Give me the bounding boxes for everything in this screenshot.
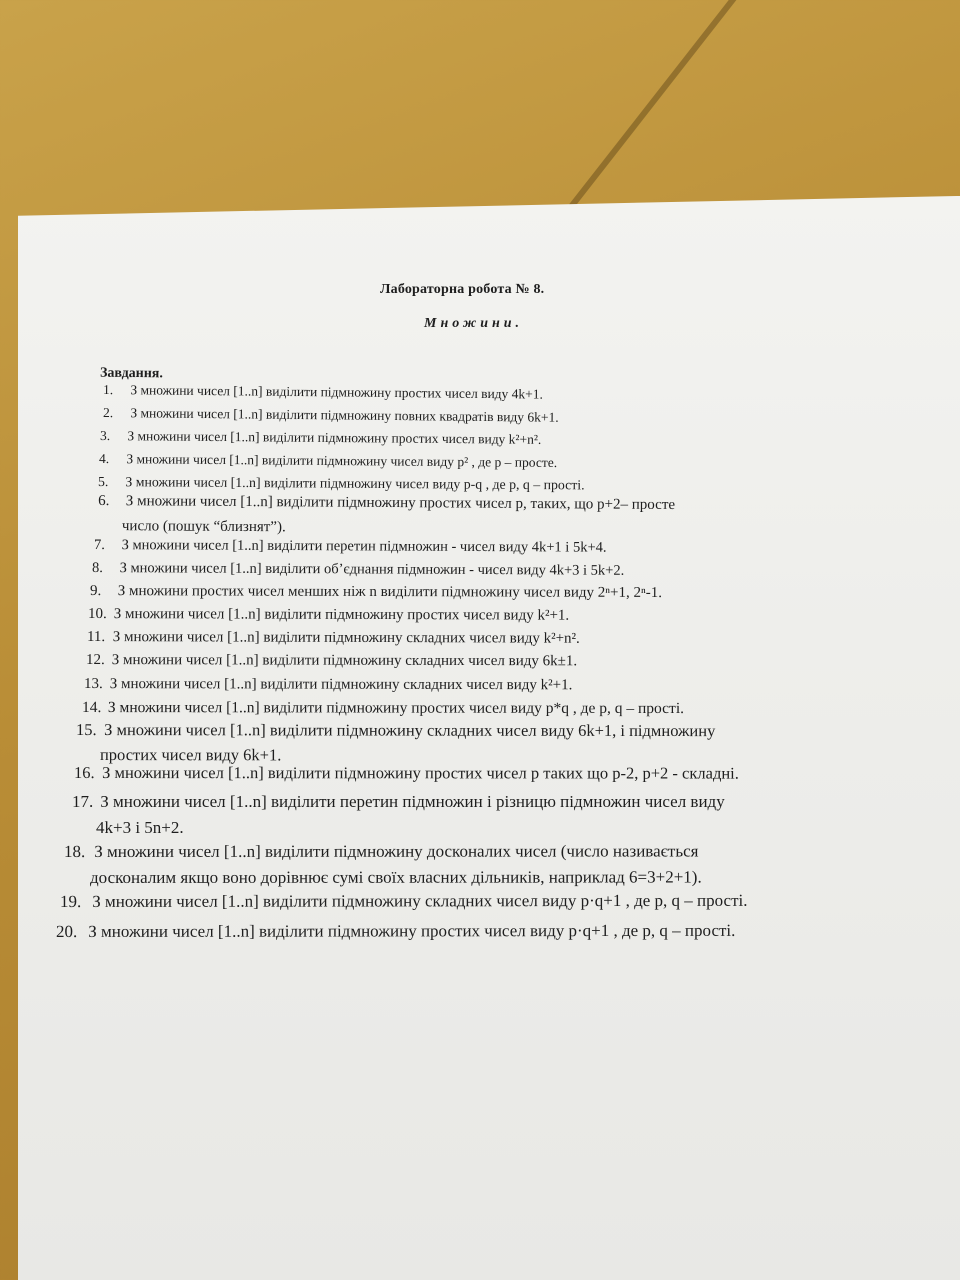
task-number: 14. bbox=[81, 699, 102, 717]
task-text: З множини чисел [1..n] виділити підмножину складних чисел виду p·q+1 , де p, q – прості. bbox=[92, 890, 748, 911]
task-item bbox=[90, 583, 662, 602]
task-number: 11. bbox=[86, 629, 106, 646]
task-number: 18. bbox=[63, 841, 86, 861]
task-text: З множини чисел [1..n] виділити підмножину складних чисел виду k²+1. bbox=[109, 676, 573, 694]
task-item bbox=[82, 699, 684, 718]
task-number: 5. bbox=[97, 474, 109, 490]
task-number: 17. bbox=[72, 792, 94, 811]
task-number: 13. bbox=[83, 676, 103, 693]
task-item bbox=[88, 606, 569, 625]
document-subtitle: Множини. bbox=[424, 316, 524, 331]
task-text-continuation: простих чисел виду 6k+1. bbox=[99, 745, 282, 765]
task-item bbox=[84, 676, 572, 694]
task-item bbox=[103, 405, 559, 426]
task-number: 15. bbox=[76, 720, 97, 740]
task-text: З множини чисел [1..n] виділити підмножину складних чисел виду 6k±1. bbox=[111, 652, 578, 670]
task-item bbox=[86, 652, 577, 670]
task-item bbox=[72, 789, 725, 841]
task-text: З множини чисел [1..n] виділити перетин підмножин і різницю підмножин чисел виду bbox=[100, 792, 725, 811]
tasks-header: Завдання. bbox=[99, 365, 163, 382]
task-number: 6. bbox=[98, 493, 110, 510]
task-text: З множини чисел [1..n] виділити підмножину повних квадратів виду 6k+1. bbox=[130, 405, 559, 425]
task-number: 1. bbox=[102, 382, 114, 398]
task-text: З множини чисел [1..n] виділити підмножину простих чисел виду 4k+1. bbox=[130, 382, 544, 402]
task-number: 4. bbox=[98, 451, 110, 467]
task-item bbox=[60, 891, 748, 912]
task-item bbox=[76, 717, 715, 768]
task-text: З множини чисел [1..n] виділити підмножину досконалих чисел (число називається bbox=[94, 841, 699, 861]
task-text: З множини чисел [1..n] виділити підмножину простих чисел виду k²+1. bbox=[113, 606, 570, 624]
task-item bbox=[99, 451, 557, 471]
task-text: З множини чисел [1..n] виділити підмножину простих чисел виду p*q , де p, q – прості. bbox=[107, 699, 685, 718]
task-text: З множини чисел [1..n] виділити перетин підмножин - чисел виду 4k+1 і 5k+4. bbox=[121, 537, 607, 556]
task-item bbox=[98, 489, 675, 543]
task-item bbox=[87, 629, 580, 648]
task-text: З множини простих чисел менших ніж n виділити підмножину чисел виду 2ⁿ+1, 2ⁿ-1. bbox=[117, 583, 662, 601]
task-text-continuation: 4k+3 і 5n+2. bbox=[96, 818, 184, 837]
task-text-continuation: досконалим якщо воно дорівнює сумі своїх власних дільників, наприклад 6=3+2+1). bbox=[90, 867, 702, 887]
task-text: З множини чисел [1..n] виділити підмножину простих чисел виду p·q+1 , де p, q – прості. bbox=[88, 920, 736, 941]
task-number: 2. bbox=[102, 405, 114, 421]
task-text: З множини чисел [1..n] виділити підмножину чисел виду p-q , де p, q – прості. bbox=[125, 474, 585, 493]
task-text: З множини чисел [1..n] виділити підмножину складних чисел виду 6k+1, і підмножину bbox=[104, 720, 716, 741]
task-text: З множини чисел [1..n] виділити підмножину складних чисел виду k²+n². bbox=[112, 629, 580, 647]
task-number: 20. bbox=[55, 921, 78, 941]
task-number: 12. bbox=[85, 652, 105, 669]
task-number: 8. bbox=[91, 560, 103, 577]
task-number: 16. bbox=[73, 763, 95, 783]
task-text: З множини чисел [1..n] виділити підмножину чисел виду p² , де p – просте. bbox=[126, 451, 558, 470]
task-text: З множини чисел [1..n] виділити підмножину простих чисел p таких що p-2, p+2 - складні. bbox=[102, 763, 739, 783]
task-text-continuation: число (пошук “близнят”). bbox=[121, 518, 286, 536]
task-item bbox=[64, 838, 702, 891]
task-item bbox=[94, 537, 607, 557]
task-number: 19. bbox=[59, 891, 82, 911]
task-text: З множини чисел [1..n] виділити об’єднання підмножин - чисел виду 4k+3 і 5k+2. bbox=[119, 560, 625, 579]
task-number: 7. bbox=[93, 537, 105, 554]
task-text: З множини чисел [1..n] виділити підмножину простих чисел p, таких, що p+2– просте bbox=[125, 493, 676, 514]
task-item bbox=[74, 763, 739, 784]
task-number: 9. bbox=[89, 583, 102, 600]
task-item bbox=[100, 428, 541, 448]
task-item bbox=[92, 560, 624, 580]
task-item bbox=[56, 921, 735, 942]
task-number: 3. bbox=[99, 428, 111, 444]
task-number: 10. bbox=[87, 606, 107, 623]
task-item bbox=[103, 382, 543, 403]
task-text: З множини чисел [1..n] виділити підмножину простих чисел виду k²+n². bbox=[127, 428, 542, 447]
document-title: Лабораторна робота № 8. bbox=[380, 282, 545, 297]
